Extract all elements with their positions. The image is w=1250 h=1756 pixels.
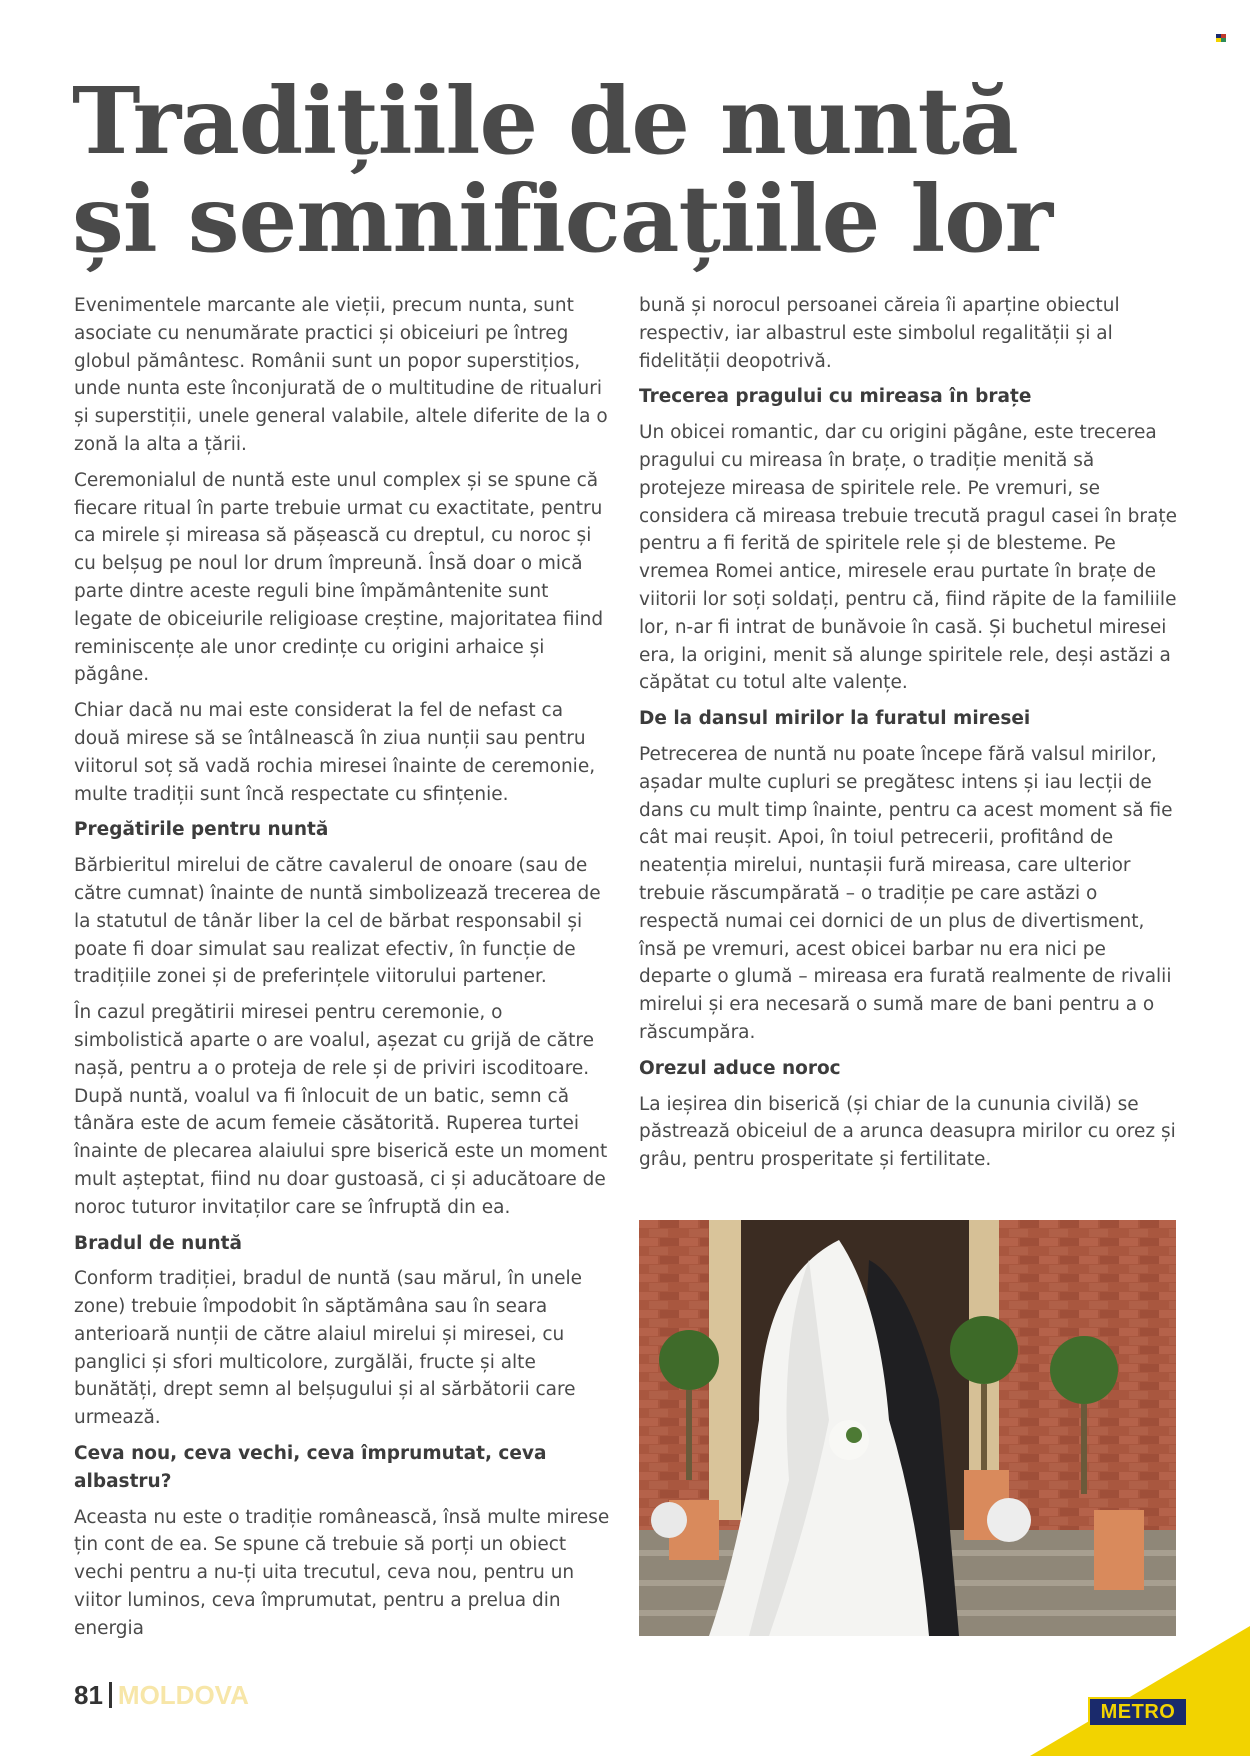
page-title (72, 67, 1172, 273)
paragraph: Ceremonialul de nuntă este unul complex și se spune că fiecare ritual în parte trebuie urmat cu exactitate, pentru ca mirele și mireasa să pășească cu dreptul, cu noroc și cu belșug pe noul lor drum împreună. Însă doar o mică parte dintre aceste reguli bine împământenite sunt legate de obiceiurile religioase creștine, majoritatea fiind reminiscențe ale unor credințe cu origini arhaice și păgâne. (74, 469, 604, 686)
footer-separator (109, 1682, 112, 1708)
section-heading: Bradul de nuntă (74, 1232, 242, 1254)
footer-country: MOLDOVA (117, 1680, 249, 1710)
paragraph: Aceasta nu este o tradiție românească, însă multe mirese țin cont de ea. Se spune că trebuie să porți un obiect vechi pentru a nu-ți uita trecutul, ceva nou, pentru un viitor luminos, ceva împrumutat, pentru a prelua din energia (74, 1506, 610, 1639)
section-heading: Trecerea pragului cu mireasa în brațe (639, 386, 1032, 408)
article-column-right (639, 292, 1177, 1182)
paragraph: În cazul pregătirii miresei pentru ceremonie, o simbolistică aparte o are voalul, așezat cu grijă de către nașă, pentru a o proteja de rele și de priviri iscoditoare. După nuntă, voalul va fi înlocuit de un batic, semn că tânăra este de acum femeie căsătorită. Ruperea turtei înainte de plecarea alaiului spre biserică este un moment mult așteptat, fiind nu doar gustoasă, ci și aducătoare de noroc tuturor invitaților care se înfruptă din ea. (74, 1002, 608, 1218)
page-number: 81 (74, 1680, 103, 1710)
title-line-2: și semnificațiile lor (72, 165, 1053, 273)
flag-icon (1216, 34, 1226, 42)
paragraph: Evenimentele marcante ale vieții, precum nunta, sunt asociate cu nenumărate practici și obiceiuri pe întreg globul pământesc. Românii sunt un popor superstițios, unde nunta este înconjurată de o multitudine de ritualuri și superstiții, unele general valabile, altele diferite de la o zonă la alta a țării. (74, 295, 608, 455)
wedding-photo (639, 1220, 1176, 1636)
page-footer (74, 1680, 249, 1711)
article-column-left (74, 292, 610, 1651)
paragraph: Petrecerea de nuntă nu poate începe fără valsul mirilor, așadar multe cupluri se pregătesc intens și iau lecții de dans cu mult timp înainte, pentru ca acest moment să fie cât mai reușit. Apoi, în toiul petrecerii, profitând de neatenția mirelui, nuntașii fură mireasa, care ulterior trebuie răscumpărată – o tradiție pe care astăzi o respectă numai cei dornici de un plus de divertisment, însă pe vremuri, acest obicei barbar nu era nici pe departe o glumă – mireasa era furată realmente de rivalii mirelui și era necesară o sumă mare de bani pentru a o răscumpăra. (639, 743, 1173, 1043)
section-heading: Orezul aduce noroc (639, 1057, 841, 1079)
paragraph: bună și norocul persoanei căreia îi aparține obiectul respectiv, iar albastrul este simbolul regalității și al fidelității deopotrivă. (639, 295, 1120, 372)
paragraph: La ieșirea din biserică (și chiar de la cununia civilă) se păstrează obiceiul de a arunca deasupra mirilor cu orez și grâu, pentru prosperitate și fertilitate. (639, 1093, 1176, 1171)
metro-logo: METRO (1088, 1697, 1188, 1727)
paragraph: Conform tradiției, bradul de nuntă (sau mărul, în unele zone) trebuie împodobit în săptămâna sau în seara anterioară nunții de către alaiul mirelui și miresei, cu panglici și sfori multicolore, zurgălăi, fructe și alte bunătăți, drept semn al belșugului și al sărbătorii care urmează. (74, 1268, 583, 1429)
section-heading: Pregătirile pentru nuntă (74, 819, 329, 841)
yellow-corner-shape (1030, 1626, 1250, 1756)
paragraph: Un obicei romantic, dar cu origini păgâne, este trecerea pragului cu mireasa în brațe, o tradiție menită să protejeze mireasa de spiritele rele. Pe vremuri, se considera că mireasa trebuie trecută pragul casei în brațe pentru a fi ferită de spiritele rele și de blesteme. Pe vremea Romei antice, miresele erau purtate în brațe de viitorii lor soți soldați, pentru că, fiind răpite de la familiile lor, n-ar fi intrat de bunăvoie în casă. Și buchetul miresei era, la origini, menit să alunge spiritele rele, deși astăzi a căpătat cu totul alte valențe. (639, 422, 1177, 694)
paragraph: Bărbieritul mirelui de către cavalerul de onoare (sau de către cumnat) înainte de nuntă simbolizează trecerea de la statutul de tânăr liber la cel de bărbat responsabil și poate fi doar simulat sau realizat efectiv, în funcție de tradițiile zonei și de preferințele viitorului partener. (74, 855, 601, 988)
title-line-1: Tradițiile de nuntă (72, 67, 1018, 175)
section-heading: Ceva nou, ceva vechi, ceva împrumutat, ceva albastru? (74, 1443, 547, 1492)
paragraph: Chiar dacă nu mai este considerat la fel de nefast ca două mirese să se întâlnească în ziua nunții sau pentru viitorul soț să vadă rochia miresei înainte de ceremonie, multe tradiții sunt încă respectate cu sfințenie. (74, 700, 596, 805)
section-heading: De la dansul mirilor la furatul miresei (639, 708, 1031, 730)
